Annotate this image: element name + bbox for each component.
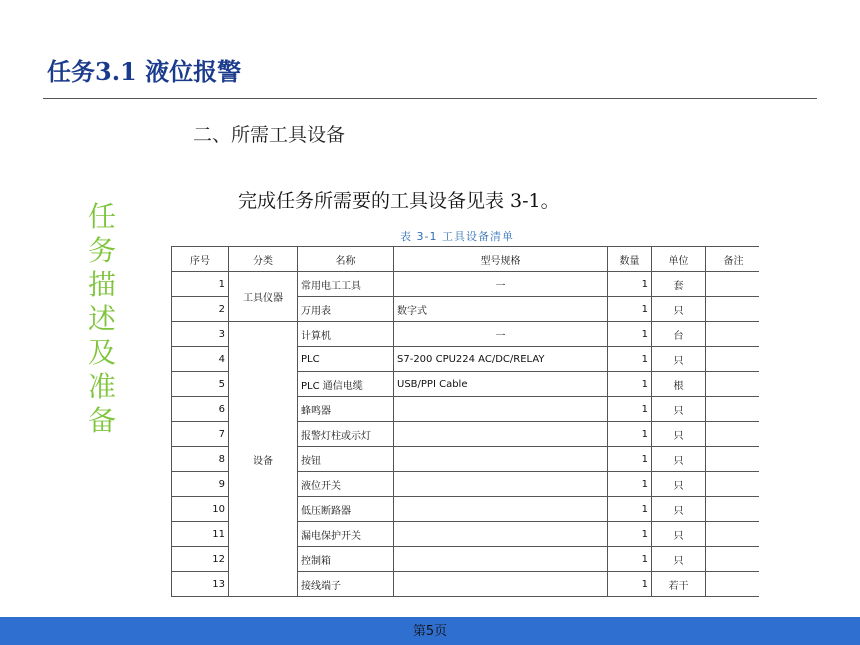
row-name: 接线端子 bbox=[298, 572, 394, 597]
row-no: 8 bbox=[172, 447, 229, 472]
row-qty: 1 bbox=[608, 347, 652, 372]
row-no: 9 bbox=[172, 472, 229, 497]
row-qty: 1 bbox=[608, 372, 652, 397]
row-name: 计算机 bbox=[298, 322, 394, 347]
row-unit: 只 bbox=[652, 472, 706, 497]
row-no: 2 bbox=[172, 297, 229, 322]
row-unit: 台 bbox=[652, 322, 706, 347]
row-unit: 只 bbox=[652, 422, 706, 447]
row-spec bbox=[394, 497, 608, 522]
row-spec bbox=[394, 422, 608, 447]
row-note bbox=[706, 372, 760, 397]
row-note bbox=[706, 397, 760, 422]
row-unit: 只 bbox=[652, 547, 706, 572]
header-name: 名称 bbox=[298, 247, 394, 272]
row-name: 液位开关 bbox=[298, 472, 394, 497]
row-spec: S7-200 CPU224 AC/DC/RELAY bbox=[394, 347, 608, 372]
row-no: 7 bbox=[172, 422, 229, 447]
category-equipment: 设备 bbox=[229, 322, 298, 597]
row-name: 低压断路器 bbox=[298, 497, 394, 522]
header-note: 备注 bbox=[706, 247, 760, 272]
row-note bbox=[706, 272, 760, 297]
row-note bbox=[706, 497, 760, 522]
row-spec: 一 bbox=[394, 322, 608, 347]
row-name: 常用电工工具 bbox=[298, 272, 394, 297]
category-tools: 工具仪器 bbox=[229, 272, 298, 322]
row-spec bbox=[394, 572, 608, 597]
row-no: 1 bbox=[172, 272, 229, 297]
row-unit: 套 bbox=[652, 272, 706, 297]
row-qty: 1 bbox=[608, 522, 652, 547]
row-unit: 只 bbox=[652, 397, 706, 422]
row-qty: 1 bbox=[608, 422, 652, 447]
row-unit: 只 bbox=[652, 522, 706, 547]
header-qty: 数量 bbox=[608, 247, 652, 272]
row-note bbox=[706, 297, 760, 322]
row-name: 按钮 bbox=[298, 447, 394, 472]
table-caption: 表 3-1 工具设备清单 bbox=[400, 230, 514, 243]
row-no: 11 bbox=[172, 522, 229, 547]
slide-title: 任务3.1 液位报警 bbox=[47, 57, 242, 86]
row-spec bbox=[394, 522, 608, 547]
row-unit: 若干 bbox=[652, 572, 706, 597]
section-heading: 二、所需工具设备 bbox=[193, 124, 346, 146]
header-spec: 型号规格 bbox=[394, 247, 608, 272]
row-qty: 1 bbox=[608, 497, 652, 522]
row-spec: USB/PPI Cable bbox=[394, 372, 608, 397]
row-unit: 只 bbox=[652, 347, 706, 372]
row-name: PLC bbox=[298, 347, 394, 372]
equipment-table-image bbox=[171, 246, 759, 616]
row-name: 报警灯柱或示灯 bbox=[298, 422, 394, 447]
table-row bbox=[172, 322, 760, 347]
intro-text: 完成任务所需要的工具设备见表 3-1。 bbox=[238, 190, 560, 212]
row-qty: 1 bbox=[608, 322, 652, 347]
row-spec bbox=[394, 472, 608, 497]
row-qty: 1 bbox=[608, 297, 652, 322]
row-spec bbox=[394, 447, 608, 472]
row-no: 5 bbox=[172, 372, 229, 397]
row-spec: 数字式 bbox=[394, 297, 608, 322]
row-qty: 1 bbox=[608, 547, 652, 572]
row-unit: 只 bbox=[652, 497, 706, 522]
row-no: 4 bbox=[172, 347, 229, 372]
row-no: 12 bbox=[172, 547, 229, 572]
row-note bbox=[706, 322, 760, 347]
row-unit: 根 bbox=[652, 372, 706, 397]
row-name: 控制箱 bbox=[298, 547, 394, 572]
header-no: 序号 bbox=[172, 247, 229, 272]
row-qty: 1 bbox=[608, 572, 652, 597]
row-note bbox=[706, 347, 760, 372]
title-divider bbox=[43, 98, 817, 99]
row-name: 漏电保护开关 bbox=[298, 522, 394, 547]
row-note bbox=[706, 472, 760, 497]
row-spec bbox=[394, 397, 608, 422]
row-qty: 1 bbox=[608, 447, 652, 472]
row-name: 万用表 bbox=[298, 297, 394, 322]
table-row bbox=[172, 272, 760, 297]
row-no: 10 bbox=[172, 497, 229, 522]
page-number: 第5页 bbox=[412, 624, 448, 639]
row-note bbox=[706, 522, 760, 547]
row-no: 3 bbox=[172, 322, 229, 347]
row-qty: 1 bbox=[608, 397, 652, 422]
header-unit: 单位 bbox=[652, 247, 706, 272]
row-no: 6 bbox=[172, 397, 229, 422]
row-qty: 1 bbox=[608, 472, 652, 497]
row-unit: 只 bbox=[652, 297, 706, 322]
row-note bbox=[706, 447, 760, 472]
row-no: 13 bbox=[172, 572, 229, 597]
row-note bbox=[706, 422, 760, 447]
row-name: 蜂鸣器 bbox=[298, 397, 394, 422]
row-unit: 只 bbox=[652, 447, 706, 472]
table-header-row bbox=[172, 247, 760, 272]
row-name: PLC 通信电缆 bbox=[298, 372, 394, 397]
row-qty: 1 bbox=[608, 272, 652, 297]
header-category: 分类 bbox=[229, 247, 298, 272]
equipment-table bbox=[171, 246, 759, 597]
row-spec: 一 bbox=[394, 272, 608, 297]
row-spec bbox=[394, 547, 608, 572]
side-label: 任务描述及准备 bbox=[87, 200, 116, 437]
row-note bbox=[706, 547, 760, 572]
row-note bbox=[706, 572, 760, 597]
